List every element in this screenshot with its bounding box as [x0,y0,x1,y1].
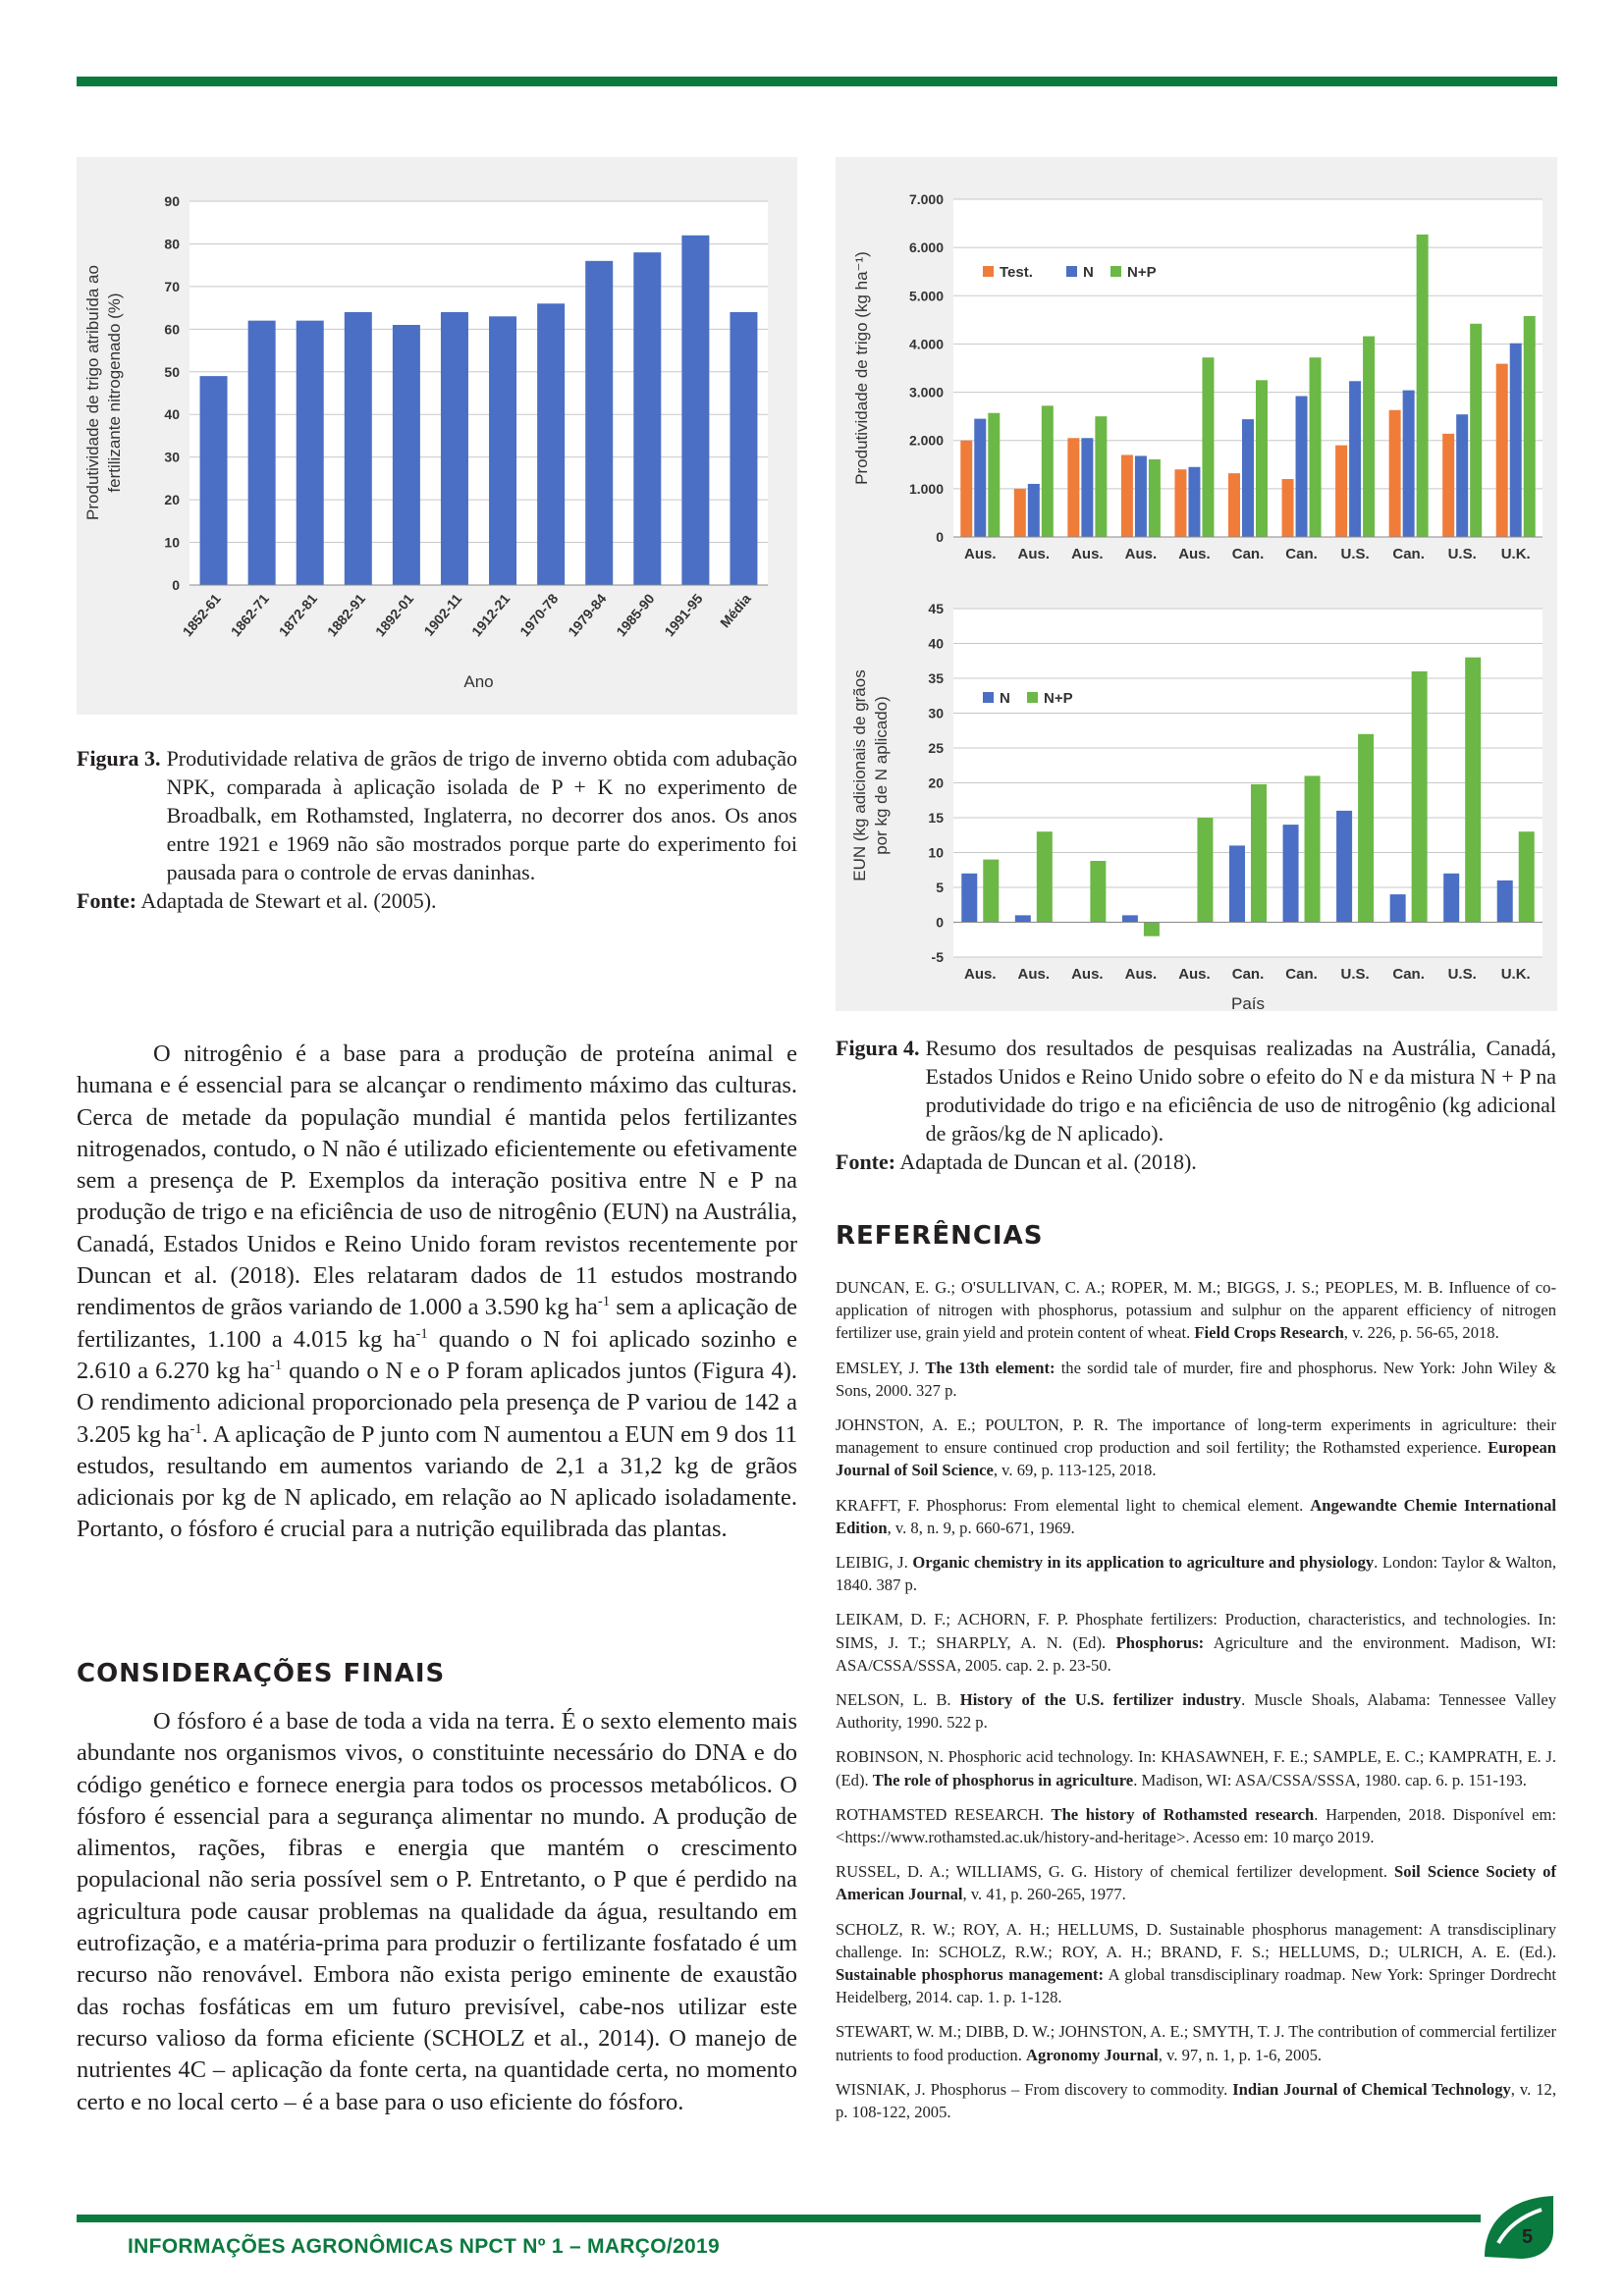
bar [1443,874,1459,923]
plot-area [189,201,768,585]
legend-swatch [1027,692,1038,703]
bar [1470,324,1482,537]
x-tick-label: Aus. [964,546,997,562]
x-axis-label: Ano [463,672,494,691]
bar [200,376,228,585]
x-tick-label: U.K. [1500,546,1531,562]
y-axis-label: Produtividade de trigo (kg ha⁻¹) [852,251,871,485]
x-tick-label: Aus. [1071,966,1104,983]
reference-item: DUNCAN, E. G.; O'SULLIVAN, C. A.; ROPER, M. M.; BIGGS, J. S.; PEOPLES, M. B. Influence of co-application of nitrogen with phosphorus, potassium and sulphur on the apparent efficiency of nitrogen fertilizer use, grain yield and protein content of wheat. Field Crops Research, v. 226, p. 56-65, 2018. [836,1278,1556,1343]
bar [1390,894,1406,922]
y-tick-label: 10 [928,844,944,861]
x-tick-label: 1979-84 [565,590,610,640]
y-tick-label: 90 [164,193,180,209]
x-tick-label: U.S. [1340,546,1370,562]
final-paragraph-block [77,1706,797,2118]
y-tick-label: 35 [928,670,944,686]
reference-item: EMSLEY, J. The 13th element: the sordid tale of murder, fire and phosphorus. New York: John Wiley & Sons, 2000. 327 p. [836,1358,1556,1400]
bar [1310,357,1322,537]
figure4-caption-text: Resumo dos resultados de pesquisas realizadas na Austrália, Canadá, Estados Unidos e Reino Unido sobre o efeito do N e da mistura N + P na produtividade do trigo e na eficiência de uso de nitrogênio (kg adicional de grãos/kg de N aplicado). [925,1036,1556,1146]
bar [393,325,420,585]
y-tick-label: 20 [928,774,944,791]
bar [1349,381,1361,537]
bar [248,321,276,585]
reference-item: LEIKAM, D. F.; ACHORN, F. P. Phosphate fertilizers: Production, characteristics, and technologies. In: SIMS, J. T.; SHARPLY, A. N. (Ed). Phosphorus: Agriculture and the environment. Madison, WI: ASA/CSSA/SSSA, 2005. cap. 2. p. 23-50. [836,1610,1556,1675]
y-tick-label: 7.000 [908,191,944,207]
bar [1465,658,1481,923]
legend-swatch [1066,266,1077,277]
leaf-badge-icon [1481,2192,1557,2263]
bar [1202,357,1214,537]
reference-item: RUSSEL, D. A.; WILLIAMS, G. G. History of chemical fertilizer development. Soil Science Society of American Journal, v. 41, p. 260-265, 1977. [836,1862,1557,1904]
x-tick-label: 1991-95 [661,590,706,640]
x-tick-label: U.S. [1447,546,1477,562]
reference-item: JOHNSTON, A. E.; POULTON, P. R. The importance of long-term experiments in agriculture: their management to ensure continued crop production and soil fertility; the Rothamsted experience. European Journal of Soil Science, v. 69, p. 113-125, 2018. [836,1415,1556,1480]
figure3-source-text: Adaptada de Stewart et al. (2005). [140,888,437,913]
y-tick-label: 50 [164,363,180,380]
y-tick-label: 15 [928,810,944,826]
reference-item: WISNIAK, J. Phosphorus – From discovery to commodity. Indian Journal of Chemical Technology, v. 12, p. 108-122, 2005. [836,2079,1556,2122]
y-tick-label: 2.000 [908,432,944,449]
figure3-bar-chart [77,157,797,715]
bar [681,236,709,585]
figure4-source-label: Fonte: [836,1149,896,1174]
top-rule [77,77,1557,86]
x-tick-label: Aus. [1017,546,1051,562]
x-tick-label: Média [716,590,754,631]
bar [1037,831,1053,922]
y-axis-label: por kg de N aplicado) [872,696,891,855]
x-tick-label: Aus. [1071,546,1104,562]
bar [1149,459,1161,537]
figure3-chart-panel [77,157,797,715]
x-tick-label: 1852-61 [179,590,224,640]
bar [1015,915,1031,922]
reference-item: ROTHAMSTED RESEARCH. The history of Rothamsted research. Harpenden, 2018. Disponível em: <https://www.rothamsted.ac.uk/history-and-heritage>. Acesso em: 10 março 2019. [836,1804,1556,1847]
bar [633,252,661,585]
legend-label: N+P [1044,690,1073,707]
intro-paragraph-block [77,1039,797,1546]
bar [1497,881,1513,923]
legend-swatch [983,266,994,277]
bar [1358,734,1374,923]
bar [585,261,613,585]
bar [1135,455,1147,537]
bar [1014,489,1026,537]
figure4-chart-panel [836,157,1557,1011]
figure4-eun-chart [836,579,1557,1011]
bar [1095,416,1107,537]
bar [1081,438,1093,537]
figure3-caption-text: Produtividade relativa de grãos de trigo de inverno obtida com adubação NPK, comparada à aplicação isolada de P + K no experimento de Broadbalk, em Rothamsted, Inglaterra, no decorrer dos anos. Os anos entre 1921 e 1969 não são mostrados porque parte do experimento foi pausada para o controle de ervas daninhas. [166,746,797,884]
x-axis-label: País [1230,994,1266,1011]
x-tick-label: Aus. [1017,966,1051,983]
y-tick-label: 40 [928,635,944,652]
x-tick-label: Can. [1392,546,1425,562]
y-tick-label: -5 [931,949,944,965]
bar [1188,467,1200,537]
x-tick-label: Can. [1231,966,1265,983]
bar [1090,861,1106,922]
bar [537,303,565,585]
bar [1496,364,1508,537]
bottom-rule [77,2215,1481,2222]
bar [1524,316,1536,537]
page-number: 5 [1522,2226,1534,2248]
x-tick-label: 1872-81 [275,590,321,640]
section-heading: CONSIDERAÇÕES FINAIS [77,1659,446,1688]
y-tick-label: 0 [936,914,944,931]
legend-swatch [983,692,994,703]
x-tick-label: Can. [1285,546,1318,562]
y-tick-label: 20 [164,492,180,508]
y-tick-label: 25 [928,740,944,756]
bar [1197,818,1213,923]
bar [1336,811,1352,923]
figure3-caption-label: Figura 3. [77,746,161,771]
reference-item: STEWART, W. M.; DIBB, D. W.; JOHNSTON, A. E.; SMYTH, T. J. The contribution of commercial fertilizer nutrients to food production. Agronomy Journal, v. 97, n. 1, p. 1-6, 2005. [836,2022,1556,2064]
bar [1403,391,1415,537]
bar [1229,845,1245,922]
bar [961,874,977,923]
x-tick-label: 1902-11 [420,590,465,639]
x-tick-label: U.S. [1340,966,1370,983]
bar [960,441,972,537]
y-tick-label: 60 [164,321,180,338]
figure4-yield-chart [836,157,1557,579]
reference-item: KRAFFT, F. Phosphorus: From elemental light to chemical element. Angewandte Chemie International Edition, v. 8, n. 9, p. 660-671, 1969. [836,1495,1556,1537]
y-tick-label: 30 [164,449,180,465]
bar [1417,235,1429,537]
bar [1363,337,1375,537]
x-tick-label: U.K. [1500,966,1531,983]
bar [1028,484,1040,537]
x-tick-label: Can. [1392,966,1425,983]
bar [983,860,999,923]
legend-label: Test. [1000,264,1033,281]
figure4-caption-label: Figura 4. [836,1036,920,1060]
reference-item: ROBINSON, N. Phosphoric acid technology. In: KHASAWNEH, F. E.; SAMPLE, E. C.; KAMPRATH, E. J. (Ed). The role of phosphorus in agriculture. Madison, WI: ASA/CSSA/SSSA, 1980. cap. 6. p. 151-193. [836,1747,1556,1789]
final-paragraph: O fósforo é a base de toda a vida na terra. É o sexto elemento mais abundante nos organismos vivos, o constituinte necessário do DNA e do código genético e fornece energia para todos os processos metabólicos. O fósforo é essencial para a segurança alimentar no mundo. A produção de alimentos, rações, fibras e energia que mantém o crescimento populacional não seria possível sem o P. Entretanto, o P que é perdido na agricultura pode causar problemas na qualidade da água, resultando em eutrofização, e a matéria-prima para produzir o fertilizante fosfatado é um recurso não renovável. Embora não exista perigo eminente de exaustão das rochas fosfáticas em um futuro previsível, cabe-nos utilizar este recurso valioso da forma eficiente (SCHOLZ et al., 2014). O manejo de nutrientes 4C – aplicação da fonte certa, na quantidade certa, no momento certo e no local certo – é a base para o uso eficiente do fósforo. [77,1708,797,2115]
figure4-source-text: Adaptada de Duncan et al. (2018). [899,1149,1197,1174]
bar [1305,775,1321,922]
x-tick-label: Aus. [1178,966,1211,983]
reference-item: LEIBIG, J. Organic chemistry in its application to agriculture and physiology. London: Taylor & Walton, 1840. 387 p. [836,1553,1557,1595]
y-tick-label: 70 [164,278,180,294]
bar [1412,671,1428,923]
x-tick-label: 1882-91 [323,590,369,640]
bar [1251,784,1267,923]
figure3-caption [77,744,797,915]
y-tick-label: 80 [164,236,180,252]
y-tick-label: 30 [928,705,944,721]
legend-label: N [1000,690,1010,707]
figure4-caption [836,1034,1556,1176]
y-tick-label: 1.000 [908,480,944,497]
bar [1174,469,1186,537]
bar [1228,473,1240,537]
y-tick-label: 5.000 [908,288,944,304]
bar [489,316,516,585]
intro-paragraph: O nitrogênio é a base para a produção de proteína animal e humana e é essencial para se alcançar o rendimento máximo das culturas. Cerca de metade da população mundial é mantida pelos fertilizantes nitrogenados, contudo, o N não é utilizado eficientemente ou efetivamente sem a presença de P. Exemplos da interação positiva entre N e P na produção de trigo e na eficiência de uso de nitrogênio (EUN) na Austrália, Canadá, Estados Unidos e Reino Unido foram revistos recentemente por Duncan et al. (2018). Eles relataram dados de 11 estudos mostrando rendimentos de grãos variando de 1.000 a 3.590 kg $ha^{-1}$ sem a aplicação de fertilizantes, 1.100 a 4.015 kg $ha^{-1}$ quando o N foi aplicado sozinho e 2.610 a 6.270 kg $ha^{-1}$ quando o N e o P foram aplicados juntos (Figura 4). O rendimento adicional proporcionado pela presença de P variou de 142 a 3.205 kg $ha^{-1}$. A aplicação de P junto com N aumentou a EUN em 9 dos 11 estudos, resultando em aumentos variando de 2,1 a 31,2 kg de grãos adicionais por kg de N aplicado, em relação ao N aplicado isoladamente. Portanto, o fósforo é crucial para a nutrição equilibrada das plantas. [77,1041,798,1543]
bar [1296,397,1308,537]
y-tick-label: 5 [936,880,944,895]
x-tick-label: Aus. [1124,966,1158,983]
y-tick-label: 3.000 [908,384,944,400]
references-heading: REFERÊNCIAS [836,1221,1044,1251]
y-tick-label: 4.000 [908,336,944,352]
bar [297,321,324,585]
bar [988,413,1000,537]
bar [1510,344,1522,537]
y-tick-label: 0 [172,577,180,593]
bar [1283,825,1299,922]
x-tick-label: 1970-78 [516,590,562,640]
bar [1121,454,1133,537]
x-tick-label: Can. [1285,966,1318,983]
legend-label: N+P [1127,264,1157,281]
x-tick-label: 1912-21 [468,590,514,640]
x-tick-label: 1862-71 [227,590,272,640]
y-axis-label: EUN (kg adicionais de grãos [850,669,869,881]
x-tick-label: U.S. [1447,966,1477,983]
legend-swatch [1110,266,1121,277]
bar [1122,915,1138,922]
bar [1442,434,1454,537]
references-list [836,1276,1556,2135]
y-tick-label: 0 [936,529,944,545]
x-tick-label: 1985-90 [613,590,658,640]
x-tick-label: 1892-01 [371,590,417,640]
bar [1256,380,1268,537]
y-tick-label: 45 [928,601,944,616]
x-tick-label: Aus. [1178,546,1211,562]
bar [1282,479,1294,537]
x-tick-label: Can. [1231,546,1265,562]
x-tick-label: Aus. [1124,546,1158,562]
footer-journal-title: INFORMAÇÕES AGRONÔMICAS NPCT Nº 1 – MARÇO/2019 [128,2235,720,2258]
bar [345,312,372,585]
bar [1389,410,1401,537]
bar [441,312,468,585]
legend-label: N [1083,264,1094,281]
x-tick-label: Aus. [964,966,997,983]
y-axis-label: fertilizante nitrogenado (%) [105,293,124,493]
bar [1144,923,1160,936]
bar [974,419,986,537]
figure3-source-label: Fonte: [77,888,137,913]
y-tick-label: 40 [164,406,180,423]
y-tick-label: 6.000 [908,240,944,256]
bar [1067,438,1079,537]
bar [1456,414,1468,537]
bar [1519,831,1535,922]
bar [1042,405,1054,537]
bar [730,312,757,585]
bar [1242,419,1254,537]
y-tick-label: 10 [164,534,180,551]
bar [1335,446,1347,537]
y-axis-label: Produtividade de trigo atribuída ao [83,265,102,520]
reference-item: NELSON, L. B. History of the U.S. fertilizer industry. Muscle Shoals, Alabama: Tennessee Valley Authority, 1990. 522 p. [836,1690,1556,1733]
reference-item: SCHOLZ, R. W.; ROY, A. H.; HELLUMS, D. Sustainable phosphorus management: A transdisciplinary challenge. In: SCHOLZ, R.W.; ROY, A. H.; BRAND, F. S.; HELLUMS, D.; ULRICH, A. E. (Ed.). Sustainable phosphorus management: A global transdisciplinary roadmap. New York: Springer Dordrecht Heidelberg, 2014. cap. 1. p. 1-128. [836,1919,1557,2007]
